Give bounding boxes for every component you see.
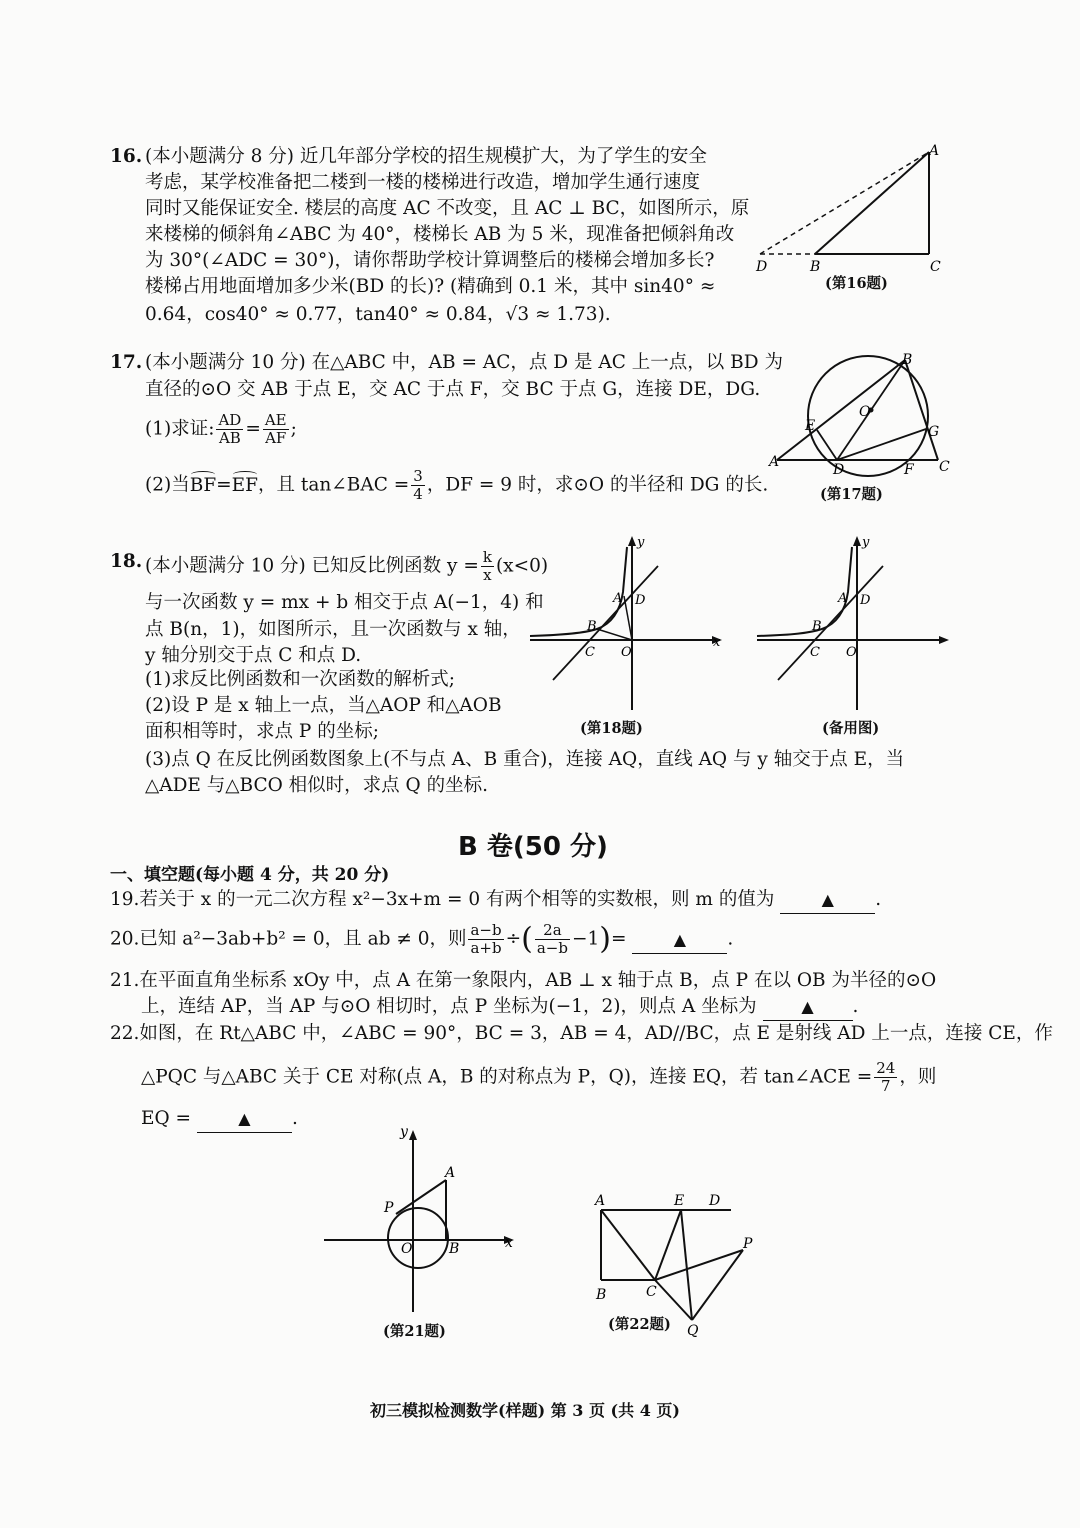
q22-segment-eq — [681, 1210, 692, 1320]
q22-end: . — [291, 1108, 298, 1129]
q16-line-6: 楼梯占用地面增加多少米(BD 的长)? (精确到 0.1 米，其中 sin40° ≈ — [145, 276, 716, 297]
q21-caption: (第21题) — [383, 1323, 446, 1340]
q18-main-segment-ob — [597, 629, 632, 640]
q22-line-1 — [110, 1021, 1053, 1047]
q22-number: 22. — [110, 1023, 140, 1044]
q16-line-4: 来楼梯的倾斜角∠ABC 为 40°，楼梯长 AB 为 5 米，现准备把倾斜角改 — [145, 224, 735, 245]
q18-backup-label-d: D — [860, 593, 871, 608]
q20-minus-one: −1 — [571, 928, 600, 950]
q21-label-b: B — [449, 1241, 460, 1257]
q22-segment-ce — [655, 1210, 681, 1280]
q20-fraction-2 — [535, 922, 570, 957]
q21-line-2 — [141, 994, 858, 1021]
q17-label-c: C — [939, 459, 950, 475]
q17-part2-prefix: (2)当 — [145, 474, 190, 496]
q18-main-label-y: y — [637, 535, 645, 550]
q17-arc-bf-text: BF — [189, 474, 217, 496]
q22-line2-suffix: ，则 — [899, 1066, 937, 1088]
q18-backup-y-arrow — [853, 536, 861, 546]
q21-label-y: y — [400, 1124, 408, 1140]
q17-part1-prefix: (1)求证: — [145, 418, 215, 440]
q21-label-o: O — [401, 1241, 413, 1257]
q20-right-paren: ) — [599, 921, 611, 957]
q22-line1-text: 如图，在 Rt△ABC 中，∠ABC = 90°，BC = 3，AB = 4，AD//BC，点 E 是射线 AD 上一点，连接 CE，作 — [139, 1023, 1053, 1044]
q17-fraction-3-4 — [411, 468, 425, 503]
q19-end: . — [875, 889, 882, 910]
q16-caption: (第16题) — [825, 275, 888, 292]
q18-line1-suffix: (x<0) — [495, 555, 549, 577]
q18-figure-main — [525, 532, 725, 712]
q18-caption-backup: (备用图) — [822, 720, 880, 737]
q18-line-9: △ADE 与△BCO 相似时，求点 Q 的坐标. — [145, 775, 488, 796]
fill-heading: 一、填空题(每小题 4 分，共 20 分) — [110, 865, 390, 885]
q21-label-x: x — [505, 1235, 513, 1251]
q22-answer-blank[interactable] — [197, 1106, 292, 1133]
q18-number: 18. — [110, 551, 143, 572]
q18-main-segment-oa — [624, 596, 632, 640]
q18-line-2: 与一次函数 y = mx + b 相交于点 A(−1，4) 和 — [145, 592, 544, 613]
q16-line-1: (本小题满分 8 分) 近几年部分学校的招生规模扩大，为了学生的安全 — [145, 146, 707, 167]
q22-label-e: E — [674, 1193, 685, 1209]
page-footer: 初三模拟检测数学(样题) 第 3 页 (共 4 页) — [370, 1401, 680, 1420]
q22-label-q: Q — [687, 1323, 699, 1339]
q16-label-a: A — [929, 143, 940, 159]
q18-fraction-k-x — [481, 549, 494, 584]
q17-arc-bf-mark — [191, 471, 215, 478]
q19-answer-mark: ▲ — [821, 890, 834, 909]
q17-arc-ef — [232, 473, 258, 499]
q18-backup-x-arrow — [939, 636, 949, 644]
q18-line-7: 面积相等时，求点 P 的坐标; — [145, 721, 379, 742]
q16-label-d: D — [756, 259, 768, 275]
q17-part2-suffix: ，DF = 9 时，求⊙O 的半径和 DG 的长. — [426, 474, 769, 496]
q18-main-label-d: D — [635, 593, 646, 608]
q18-backup-label-c: C — [810, 645, 820, 660]
q21-line-1 — [110, 968, 936, 994]
q21-circle-o — [388, 1208, 448, 1268]
q18-backup-label-y: y — [862, 535, 870, 550]
q16-segment-ad — [760, 152, 929, 254]
q18-main-y-arrow — [628, 536, 636, 546]
q18-line-1 — [145, 549, 548, 584]
q22-answer-mark: ▲ — [238, 1109, 251, 1128]
q17-arc-ef-text: EF — [231, 474, 259, 496]
q18-line-3: 点 B(n，1)，如图所示，且一次函数与 x 轴， — [145, 619, 521, 640]
q18-line1-prefix: (本小题满分 10 分) 已知反比例函数 y = — [145, 555, 479, 577]
q17-part1-equals: = — [245, 418, 261, 440]
q17-label-a: A — [769, 454, 780, 470]
q18-line-8: (3)点 Q 在反比例函数图象上(不与点 A、B 重合)，连接 AQ，直线 AQ 与 y 轴交于点 E，当 — [145, 749, 905, 770]
q18-backup-label-a: A — [838, 591, 848, 606]
q16-segment-ab — [815, 152, 929, 254]
q22-segment-cp — [655, 1250, 743, 1280]
q22-frac-numerator: 24 — [876, 1059, 896, 1077]
q17-label-g: G — [928, 424, 940, 440]
q17-frac2-denominator: AF — [265, 429, 287, 447]
q20-prefix: 已知 a²−3ab+b² = 0，且 ab ≠ 0，则 — [139, 928, 467, 950]
q17-label-d: D — [833, 462, 845, 478]
q20-number: 20. — [110, 928, 140, 950]
q17-fraction-ad-ab — [216, 412, 243, 447]
q17-part2-equals: = — [216, 474, 232, 496]
q18-backup-line — [778, 566, 883, 680]
q16-label-c: C — [930, 259, 941, 275]
q22-label-c: C — [646, 1284, 657, 1300]
q17-line-2: 直径的⊙O 交 AB 于点 E，交 AC 于点 F，交 BC 于点 G，连接 DE，DG. — [145, 379, 761, 400]
q22-line-3 — [141, 1106, 298, 1133]
q16-label-b: B — [810, 259, 821, 275]
q17-label-f: F — [904, 462, 914, 478]
q16-number: 16. — [110, 146, 143, 167]
q17-figure — [765, 350, 965, 480]
q20-left-paren: ( — [521, 921, 533, 957]
q18-line-4: y 轴分别交于点 C 和点 D. — [145, 645, 362, 666]
q17-line-1: (本小题满分 10 分) 在△ABC 中，AB = AC，点 D 是 AC 上一点，以 BD 为 — [145, 352, 783, 373]
q17-frac2-numerator: AE — [264, 411, 287, 429]
q20-fraction-1 — [468, 922, 503, 957]
q22-label-p: P — [743, 1236, 753, 1252]
q18-backup-label-b: B — [812, 619, 822, 634]
q21-end: . — [852, 996, 859, 1017]
q18-main-label-o: O — [621, 645, 632, 660]
q17-segment-de — [817, 430, 837, 460]
q17-label-e: E — [805, 418, 816, 434]
q18-main-label-a: A — [613, 591, 623, 606]
q18-line-5: (1)求反比例函数和一次函数的解析式; — [145, 669, 455, 690]
q21-y-arrow — [409, 1130, 417, 1140]
q18-backup-label-o: O — [846, 645, 857, 660]
q22-label-b: B — [596, 1287, 607, 1303]
q17-label-b: B — [902, 352, 913, 368]
q22-line3-prefix: EQ = — [141, 1108, 192, 1129]
q16-line-3: 同时又能保证安全. 楼层的高度 AC 不改变，且 AC ⊥ BC，如图所示，原 — [145, 198, 750, 219]
q16-line-2: 考虑，某学校准备把二楼到一楼的楼梯进行改造，增加学生通行速度 — [145, 172, 701, 193]
q20-frac2-denominator: a−b — [536, 939, 568, 957]
q17-part2-frac-numerator: 3 — [413, 467, 423, 485]
q17-part1-suffix: ; — [290, 418, 297, 440]
q21-line2-text: 上，连结 AP，当 AP 与⊙O 相切时，点 P 坐标为(−1，2)，则点 A 坐标为 — [141, 996, 757, 1017]
q16-line-5: 为 30°(∠ADC = 30°)，请你帮助学校计算调整后的楼梯会增加多长? — [145, 250, 715, 271]
q17-segment-ab — [777, 360, 905, 460]
q18-main-line — [553, 566, 658, 680]
q18-main-label-b: B — [587, 619, 597, 634]
q19-text: 若关于 x 的一元二次方程 x²−3x+m = 0 有两个相等的实数根，则 m 的值为 — [139, 889, 775, 910]
q17-number: 17. — [110, 352, 143, 373]
q17-part2-mid: ，且 tan∠BAC = — [258, 474, 410, 496]
q17-arc-bf — [190, 473, 216, 499]
q18-caption-main: (第18题) — [580, 720, 643, 737]
q17-part1 — [145, 412, 297, 447]
q22-line-2 — [141, 1060, 936, 1095]
q21-answer-mark: ▲ — [801, 997, 814, 1016]
q18-frac-numerator: k — [482, 548, 492, 566]
q21-label-p: P — [384, 1200, 394, 1216]
q20-frac1-numerator: a−b — [470, 921, 502, 939]
q21-label-a: A — [445, 1165, 456, 1181]
q18-main-label-x: x — [713, 635, 721, 650]
q21-answer-blank[interactable] — [763, 994, 853, 1021]
q19-number: 19. — [110, 889, 140, 910]
q22-line2-prefix: △PQC 与△ABC 关于 CE 对称(点 A，B 的对称点为 P，Q)，连接 EQ，若 tan∠ACE = — [141, 1066, 873, 1088]
q21-figure — [318, 1122, 518, 1322]
q22-segment-ac — [601, 1210, 655, 1280]
q20-frac2-numerator: 2a — [535, 922, 570, 940]
q21-number: 21. — [110, 970, 140, 991]
q22-label-d: D — [709, 1193, 721, 1209]
q17-arc-ef-mark — [233, 471, 257, 478]
q22-fraction-24-7 — [874, 1060, 897, 1095]
q17-frac1-denominator: AB — [218, 429, 241, 447]
q18-frac-denominator: x — [483, 566, 492, 584]
q22-label-a: A — [595, 1193, 606, 1209]
q21-line1-text: 在平面直角坐标系 xOy 中，点 A 在第一象限内，AB ⊥ x 轴于点 B，点 P 在以 OB 为半径的⊙O — [139, 970, 937, 991]
q19 — [110, 887, 881, 914]
section-b-title: B 卷(50 分) — [458, 832, 608, 862]
q18-figure-backup — [752, 532, 952, 712]
q17-fraction-ae-af — [263, 412, 289, 447]
q20-division: ÷ — [505, 928, 522, 950]
q18-main-label-c: C — [585, 645, 595, 660]
q18-line-6: (2)设 P 是 x 轴上一点，当△AOP 和△AOB — [145, 695, 502, 716]
q17-part2-frac-denominator: 4 — [413, 485, 423, 503]
q20-end: . — [727, 928, 734, 950]
q17-part2 — [145, 468, 768, 503]
q19-answer-blank[interactable] — [780, 887, 875, 914]
q17-frac1-numerator: AD — [218, 411, 242, 429]
q20-frac1-denominator: a+b — [470, 939, 502, 957]
q17-caption: (第17题) — [820, 486, 883, 503]
q22-segment-pq — [692, 1250, 743, 1320]
q22-caption: (第22题) — [608, 1316, 671, 1333]
q20-answer-blank[interactable] — [632, 927, 727, 954]
q20-equals: = — [610, 928, 627, 950]
q20 — [110, 922, 733, 957]
q20-answer-mark: ▲ — [673, 929, 687, 949]
q16-line-7: 0.64，cos40° ≈ 0.77，tan40° ≈ 0.84，√3 ≈ 1.73). — [145, 304, 611, 325]
q22-frac-denominator: 7 — [881, 1077, 891, 1095]
q17-label-o: O — [859, 404, 871, 420]
